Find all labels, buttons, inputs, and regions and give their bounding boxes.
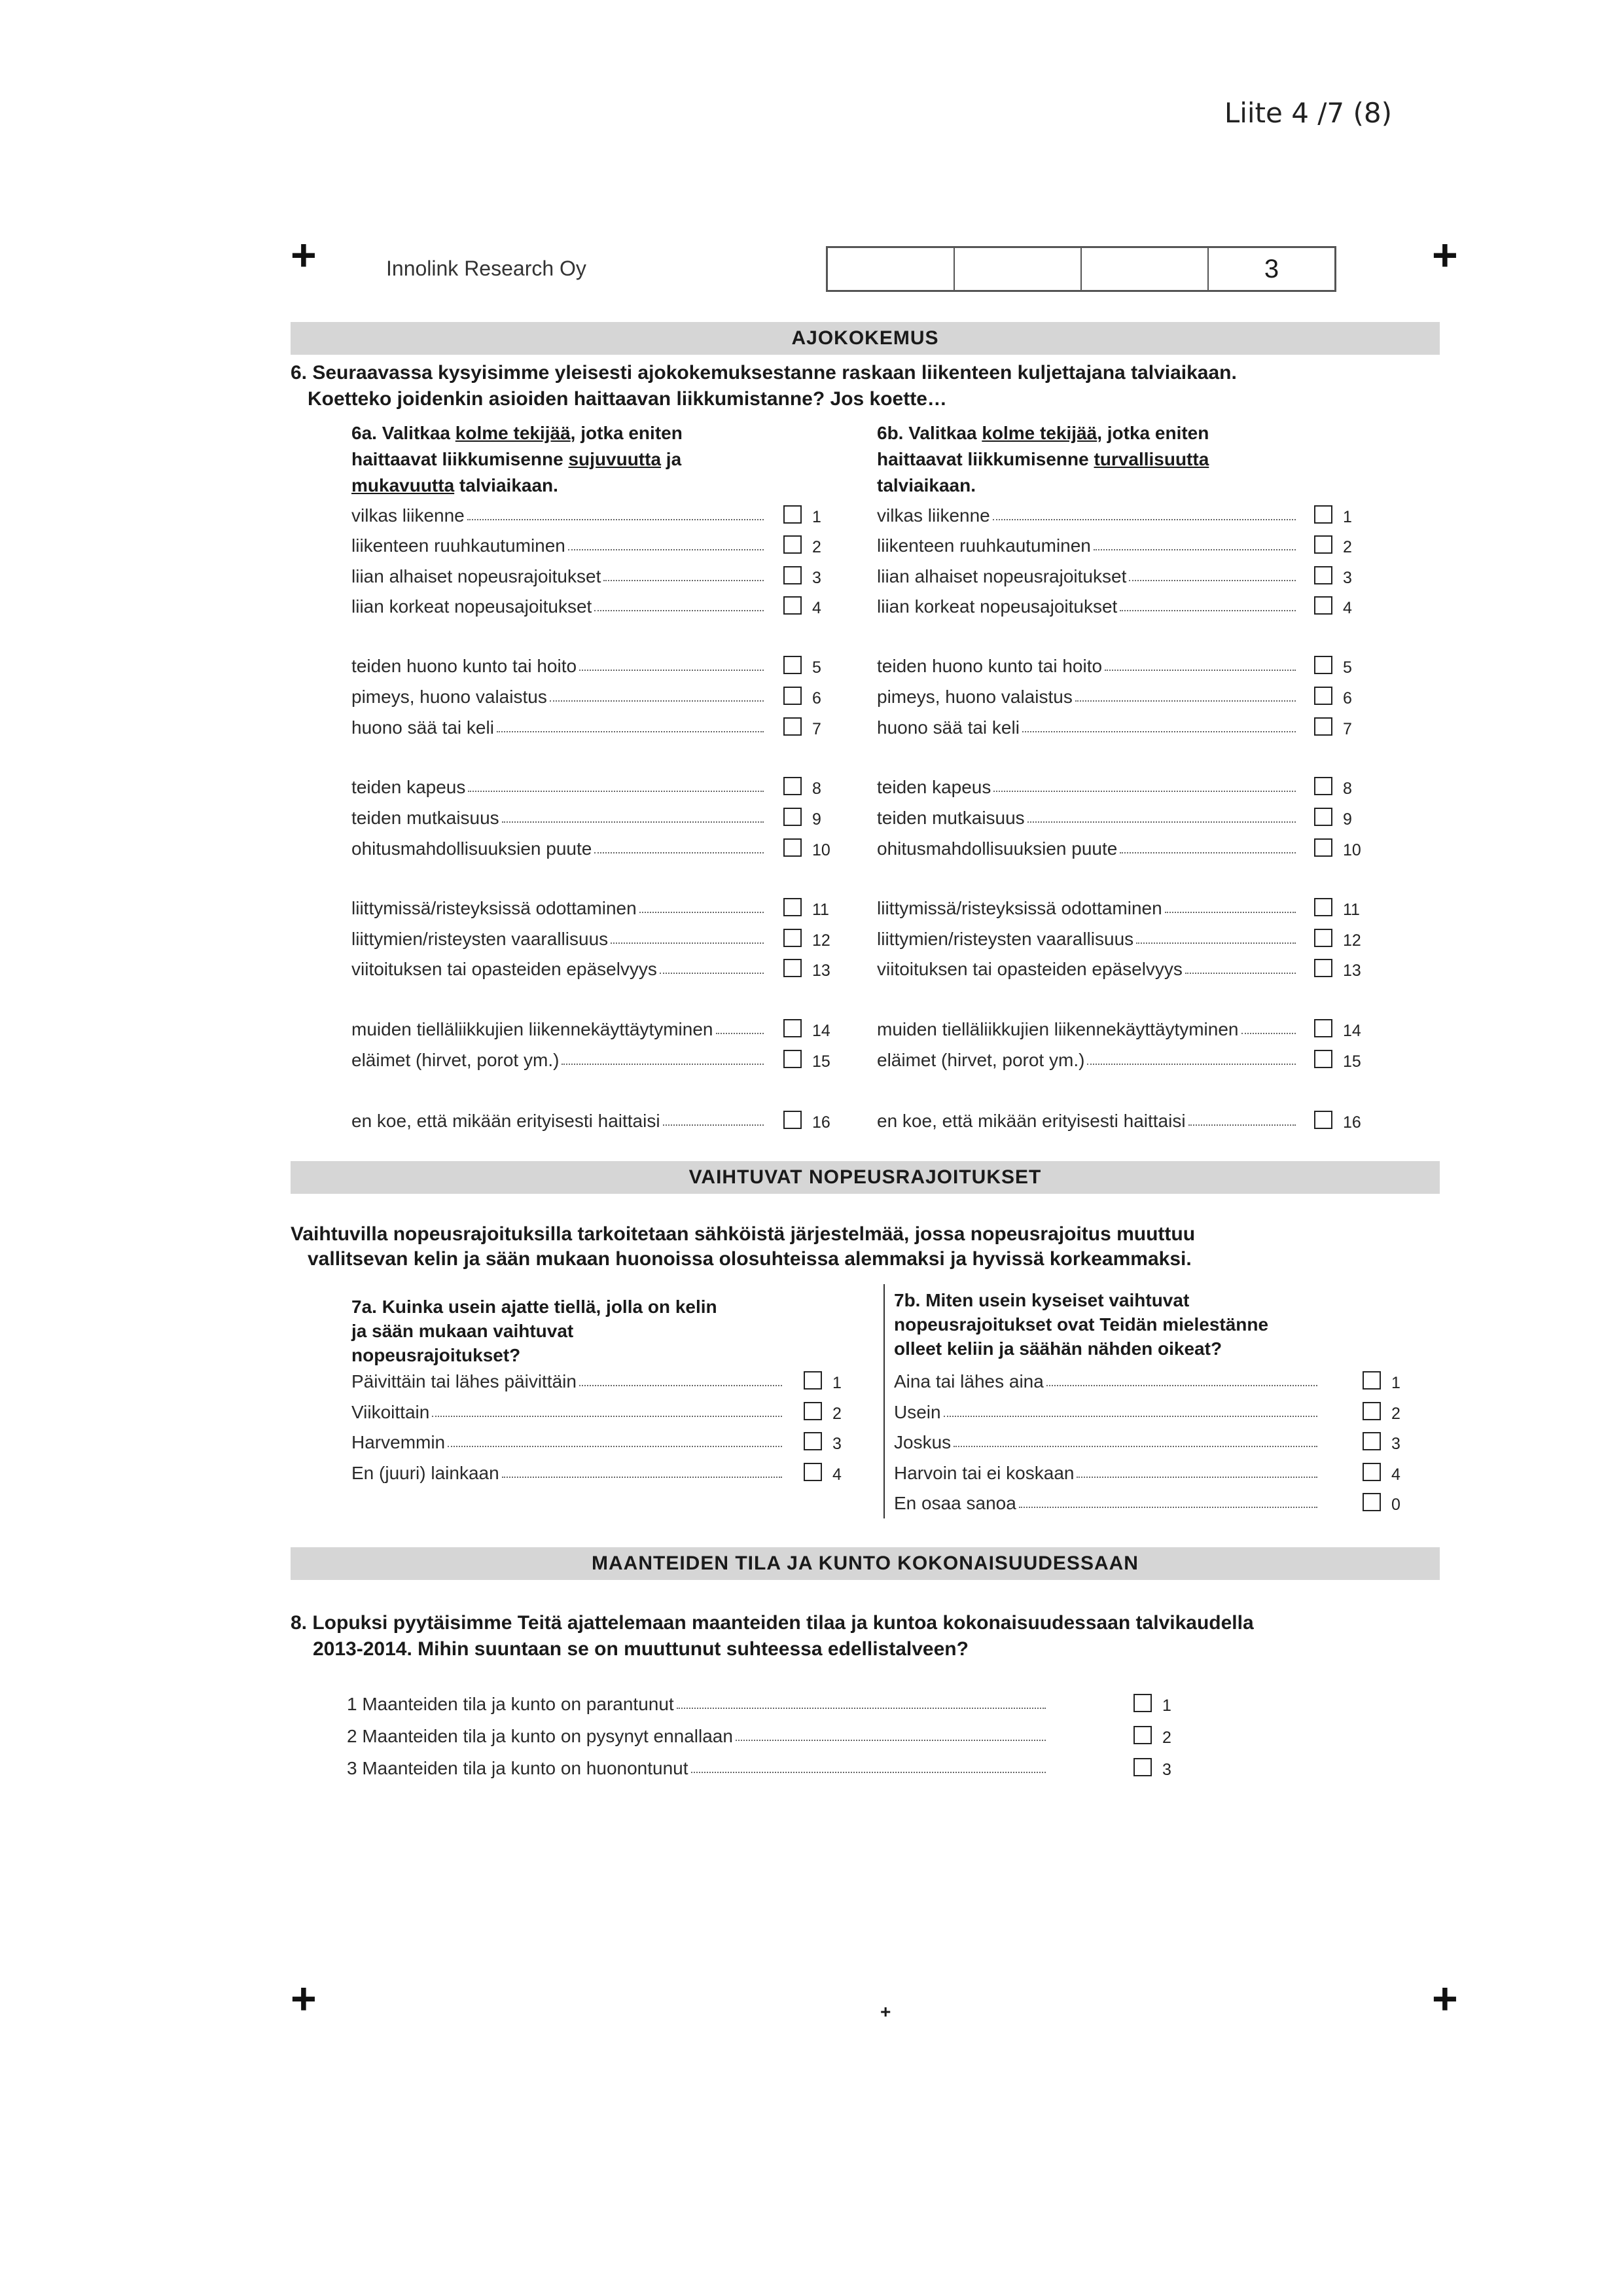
answer-checkbox[interactable] [1314, 1019, 1332, 1037]
answer-checkbox[interactable] [783, 777, 802, 795]
answer-checkbox[interactable] [783, 596, 802, 615]
question-8-line1: 8. Lopuksi pyytäisimme Teitä ajattelemaan maanteiden tilaa ja kuntoa kokonaisuudessaan talvikaudella [291, 1612, 1254, 1634]
option-label: ohitusmahdollisuuksien puute [877, 838, 1118, 859]
registration-mark-bottom-left: + [291, 1974, 317, 2024]
option-row [877, 1108, 1302, 1134]
question-7b-heading: 7b. Miten usein kyseiset vaihtuvat nopeusrajoitukset ovat Teidän mielestänne olleet keliin ja säähän nähden oikeat? [894, 1290, 1269, 1359]
option-label: vilkas liikenne [351, 505, 465, 526]
section-header-maanteiden-tila: MAANTEIDEN TILA JA KUNTO KOKONAISUUDESSAAN [291, 1547, 1440, 1580]
answer-checkbox[interactable] [783, 959, 802, 977]
id-box [955, 248, 1082, 290]
option-code: 1 [832, 1374, 842, 1392]
answer-checkbox[interactable] [783, 1019, 802, 1037]
option-row [351, 774, 770, 800]
option-label: En (juuri) lainkaan [351, 1463, 499, 1483]
dot-leader [448, 1446, 782, 1447]
option-label: liittymissä/risteyksissä odottaminen [351, 898, 637, 918]
option-code: 13 [812, 961, 830, 980]
answer-checkbox[interactable] [1363, 1432, 1381, 1450]
dot-leader [1087, 1064, 1296, 1065]
option-label: 3 Maanteiden tila ja kunto on huonontunut [347, 1758, 688, 1778]
option-label: teiden huono kunto tai hoito [877, 656, 1103, 676]
option-code: 9 [812, 810, 821, 829]
answer-checkbox[interactable] [783, 838, 802, 857]
dot-leader [468, 791, 764, 792]
option-label: pimeys, huono valaistus [877, 687, 1073, 707]
option-code: 4 [832, 1465, 842, 1484]
option-label: eläimet (hirvet, porot ym.) [877, 1050, 1085, 1070]
dot-leader [1027, 821, 1296, 823]
column-divider [883, 1284, 885, 1518]
option-code: 3 [1391, 1435, 1400, 1453]
option-row [351, 653, 770, 679]
answer-checkbox[interactable] [804, 1432, 822, 1450]
dot-leader [736, 1740, 1046, 1741]
dot-leader [432, 1416, 782, 1417]
answer-checkbox[interactable] [1314, 717, 1332, 736]
option-row [877, 1047, 1302, 1073]
dot-leader [1120, 610, 1296, 611]
option-row [894, 1399, 1324, 1426]
option-row [877, 653, 1302, 679]
answer-checkbox[interactable] [1314, 1050, 1332, 1068]
option-label: Harvemmin [351, 1432, 446, 1452]
option-code: 11 [1343, 901, 1360, 919]
option-code: 12 [812, 931, 830, 950]
question-7-intro-line1: Vaihtuvilla nopeusrajoituksilla tarkoitetaan sähköistä järjestelmää, jossa nopeusrajoitus muuttuu [291, 1223, 1196, 1245]
option-code: 2 [1343, 538, 1352, 556]
option-label: Viikoittain [351, 1402, 430, 1422]
dot-leader [1120, 852, 1296, 853]
dot-leader [467, 519, 764, 520]
option-row [351, 1016, 770, 1043]
answer-checkbox[interactable] [1314, 777, 1332, 795]
option-row [351, 1429, 789, 1456]
option-row [877, 836, 1302, 862]
answer-checkbox[interactable] [783, 1111, 802, 1129]
option-label: pimeys, huono valaistus [351, 687, 547, 707]
option-row [894, 1490, 1324, 1516]
option-label: liian alhaiset nopeusrajoitukset [351, 566, 601, 586]
answer-checkbox[interactable] [1314, 959, 1332, 977]
option-row [877, 503, 1302, 529]
option-code: 13 [1343, 961, 1361, 980]
option-label: Usein [894, 1402, 941, 1422]
option-label: liikenteen ruuhkautuminen [351, 535, 565, 556]
dot-leader [944, 1416, 1317, 1417]
answer-checkbox[interactable] [783, 656, 802, 674]
answer-checkbox[interactable] [804, 1371, 822, 1390]
option-code: 7 [1343, 720, 1352, 738]
footer-mark: + [880, 2001, 891, 2022]
option-label: en koe, että mikään erityisesti haittaisi [877, 1111, 1186, 1131]
option-label: Päivittäin tai lähes päivittäin [351, 1371, 577, 1391]
option-code: 4 [812, 599, 821, 617]
answer-checkbox[interactable] [1314, 596, 1332, 615]
option-label: eläimet (hirvet, porot ym.) [351, 1050, 560, 1070]
page-label: Liite 4 /7 (8) [1224, 97, 1392, 129]
section-header-ajokokemus: AJOKOKEMUS [291, 322, 1440, 355]
option-code: 4 [1343, 599, 1352, 617]
answer-checkbox[interactable] [1314, 838, 1332, 857]
id-box [828, 248, 955, 290]
dot-leader [954, 1446, 1317, 1447]
dot-leader [660, 973, 764, 974]
option-code: 1 [812, 508, 821, 526]
dot-leader [1077, 1477, 1317, 1478]
section-header-vaihtuvat-nopeusrajoitukset: VAIHTUVAT NOPEUSRAJOITUKSET [291, 1161, 1440, 1194]
option-row [877, 564, 1302, 590]
dot-leader [1185, 973, 1296, 974]
answer-checkbox[interactable] [1363, 1402, 1381, 1420]
registration-mark-top-right: + [1432, 230, 1458, 280]
option-row [877, 684, 1302, 710]
option-code: 2 [1162, 1729, 1171, 1747]
dot-leader [993, 791, 1296, 792]
answer-checkbox[interactable] [1314, 535, 1332, 554]
answer-checkbox[interactable] [1314, 898, 1332, 916]
option-code: 3 [812, 569, 821, 587]
option-row [351, 805, 770, 831]
option-label: en koe, että mikään erityisesti haittaisi [351, 1111, 660, 1131]
question-6a-heading: 6a. Valitkaa kolme tekijää, jotka eniten haittaavat liikkumisenne sujuvuutta ja mukavuutta talviaikaan. [351, 423, 683, 495]
answer-checkbox[interactable] [783, 687, 802, 705]
dot-leader [716, 1033, 764, 1034]
dot-leader [1075, 700, 1296, 702]
dot-leader [594, 852, 764, 853]
option-row [351, 1108, 770, 1134]
dot-leader [691, 1772, 1046, 1773]
option-code: 9 [1343, 810, 1352, 829]
option-code: 15 [812, 1052, 830, 1071]
option-row [877, 1016, 1302, 1043]
dot-leader [579, 1385, 782, 1386]
registration-mark-bottom-right: + [1432, 1974, 1458, 2024]
answer-checkbox[interactable] [783, 535, 802, 554]
option-row [877, 594, 1302, 620]
option-label: viitoituksen tai opasteiden epäselvyys [351, 959, 657, 979]
option-row [877, 956, 1302, 982]
dot-leader [1094, 549, 1296, 550]
question-7a-heading: 7a. Kuinka usein ajatte tiellä, jolla on kelin ja sään mukaan vaihtuvat nopeusrajoitukset? [351, 1297, 717, 1365]
answer-checkbox[interactable] [1314, 656, 1332, 674]
option-label: ohitusmahdollisuuksien puute [351, 838, 592, 859]
option-label: teiden kapeus [877, 777, 991, 797]
option-label: teiden mutkaisuus [351, 808, 499, 828]
option-row [351, 836, 770, 862]
option-label: teiden mutkaisuus [877, 808, 1025, 828]
option-row [894, 1369, 1324, 1395]
dot-leader [677, 1708, 1046, 1709]
option-row [347, 1691, 1052, 1717]
option-code: 6 [1343, 689, 1352, 708]
dot-leader [550, 700, 764, 702]
option-row [351, 684, 770, 710]
option-code: 3 [832, 1435, 842, 1453]
option-label: vilkas liikenne [877, 505, 990, 526]
option-code: 2 [832, 1405, 842, 1423]
option-code: 3 [1162, 1761, 1171, 1779]
option-code: 16 [812, 1113, 830, 1132]
option-code: 8 [1343, 780, 1352, 798]
dot-leader [579, 670, 764, 671]
option-row [877, 926, 1302, 952]
option-code: 6 [812, 689, 821, 708]
answer-checkbox[interactable] [1314, 1111, 1332, 1129]
option-code: 14 [1343, 1022, 1361, 1040]
answer-checkbox[interactable] [783, 898, 802, 916]
option-row [877, 774, 1302, 800]
answer-checkbox[interactable] [1363, 1371, 1381, 1390]
dot-leader [1105, 670, 1296, 671]
answer-checkbox[interactable] [1133, 1694, 1152, 1712]
option-code: 0 [1391, 1496, 1400, 1514]
option-label: huono sää tai keli [877, 717, 1020, 738]
option-row [351, 956, 770, 982]
registration-mark-top-left: + [291, 230, 317, 280]
option-code: 8 [812, 780, 821, 798]
question-7-intro-line2: vallitsevan kelin ja sään mukaan huonoissa olosuhteissa alemmaksi ja hyvissä korkeammaksi. [308, 1248, 1192, 1270]
option-code: 10 [812, 841, 830, 859]
answer-checkbox[interactable] [783, 717, 802, 736]
dot-leader [1188, 1124, 1296, 1126]
option-label: liikenteen ruuhkautuminen [877, 535, 1091, 556]
dot-leader [562, 1064, 764, 1065]
option-code: 3 [1343, 569, 1352, 587]
option-row [347, 1723, 1052, 1749]
option-row [877, 805, 1302, 831]
option-row [351, 1399, 789, 1426]
dot-leader [663, 1124, 764, 1126]
dot-leader [568, 549, 764, 550]
answer-checkbox[interactable] [804, 1402, 822, 1420]
dot-leader [1022, 731, 1296, 732]
question-6-line1: 6. Seuraavassa kysyisimme yleisesti ajokokemuksestanne raskaan liikenteen kuljettajana talviaikaan. [291, 362, 1237, 384]
option-row [877, 533, 1302, 559]
option-label: liian korkeat nopeusajoitukset [351, 596, 592, 617]
option-code: 1 [1391, 1374, 1400, 1392]
option-code: 5 [812, 658, 821, 677]
option-row [351, 895, 770, 922]
option-label: liittymissä/risteyksissä odottaminen [877, 898, 1162, 918]
id-box: 3 [1264, 254, 1279, 283]
option-row [351, 533, 770, 559]
dot-leader [502, 1477, 782, 1478]
dot-leader [611, 942, 764, 944]
option-code: 16 [1343, 1113, 1361, 1132]
answer-checkbox[interactable] [1314, 808, 1332, 826]
dot-leader [1046, 1385, 1317, 1386]
option-label: viitoituksen tai opasteiden epäselvyys [877, 959, 1183, 979]
option-row [351, 503, 770, 529]
option-row [351, 594, 770, 620]
option-label: muiden tielläliikkujien liikennekäyttäytyminen [351, 1019, 713, 1039]
dot-leader [603, 580, 764, 581]
dot-leader [1136, 942, 1296, 944]
dot-leader [1241, 1033, 1296, 1034]
option-code: 5 [1343, 658, 1352, 677]
option-label: En osaa sanoa [894, 1493, 1016, 1513]
dot-leader [502, 821, 764, 823]
answer-checkbox[interactable] [1363, 1493, 1381, 1511]
answer-checkbox[interactable] [1363, 1463, 1381, 1481]
answer-checkbox[interactable] [783, 1050, 802, 1068]
option-code: 11 [812, 901, 829, 919]
option-row [877, 715, 1302, 741]
dot-leader [1129, 580, 1296, 581]
answer-checkbox[interactable] [1314, 929, 1332, 947]
option-row [351, 1460, 789, 1486]
option-row [877, 895, 1302, 922]
respondent-id-boxes [826, 246, 1336, 292]
answer-checkbox[interactable] [1133, 1726, 1152, 1744]
option-code: 1 [1343, 508, 1352, 526]
option-row [894, 1460, 1324, 1486]
dot-leader [594, 610, 764, 611]
answer-checkbox[interactable] [1314, 505, 1332, 524]
option-row [894, 1429, 1324, 1456]
option-code: 15 [1343, 1052, 1361, 1071]
option-row [347, 1755, 1052, 1782]
option-label: liittymien/risteysten vaarallisuus [877, 929, 1134, 949]
option-label: Joskus [894, 1432, 952, 1452]
option-label: huono sää tai keli [351, 717, 494, 738]
company-name: Innolink Research Oy [386, 257, 586, 280]
option-code: 4 [1391, 1465, 1400, 1484]
option-row [351, 715, 770, 741]
option-label: Harvoin tai ei koskaan [894, 1463, 1075, 1483]
answer-checkbox[interactable] [783, 808, 802, 826]
option-label: teiden huono kunto tai hoito [351, 656, 577, 676]
answer-checkbox[interactable] [783, 505, 802, 524]
option-row [351, 926, 770, 952]
option-label: liittymien/risteysten vaarallisuus [351, 929, 609, 949]
dot-leader [639, 912, 764, 913]
option-code: 14 [812, 1022, 830, 1040]
option-row [351, 1369, 789, 1395]
id-box [1082, 248, 1209, 290]
answer-checkbox[interactable] [783, 929, 802, 947]
option-code: 12 [1343, 931, 1361, 950]
answer-checkbox[interactable] [783, 566, 802, 584]
dot-leader [993, 519, 1296, 520]
option-label: 1 Maanteiden tila ja kunto on parantunut [347, 1694, 674, 1714]
option-label: 2 Maanteiden tila ja kunto on pysynyt ennallaan [347, 1726, 733, 1746]
option-code: 1 [1162, 1696, 1171, 1715]
dot-leader [497, 731, 764, 732]
option-code: 10 [1343, 841, 1361, 859]
question-6-line2: Koetteko joidenkin asioiden haittaavan liikkumistanne? Jos koette… [308, 388, 947, 410]
answer-checkbox[interactable] [1314, 687, 1332, 705]
option-label: liian alhaiset nopeusrajoitukset [877, 566, 1127, 586]
option-label: Aina tai lähes aina [894, 1371, 1044, 1391]
answer-checkbox[interactable] [1133, 1758, 1152, 1776]
dot-leader [1165, 912, 1296, 913]
question-8-line2: 2013-2014. Mihin suuntaan se on muuttunut suhteessa edellistalveen? [313, 1638, 969, 1660]
option-label: liian korkeat nopeusajoitukset [877, 596, 1118, 617]
option-row [351, 1047, 770, 1073]
option-row [351, 564, 770, 590]
answer-checkbox[interactable] [1314, 566, 1332, 584]
option-label: muiden tielläliikkujien liikennekäyttäytyminen [877, 1019, 1239, 1039]
dot-leader [1019, 1507, 1317, 1508]
option-code: 7 [812, 720, 821, 738]
answer-checkbox[interactable] [804, 1463, 822, 1481]
question-6b-heading: 6b. Valitkaa kolme tekijää, jotka eniten haittaavat liikkumisenne turvallisuutta talviaikaan. [877, 423, 1209, 495]
option-code: 2 [812, 538, 821, 556]
option-label: teiden kapeus [351, 777, 466, 797]
option-code: 2 [1391, 1405, 1400, 1423]
